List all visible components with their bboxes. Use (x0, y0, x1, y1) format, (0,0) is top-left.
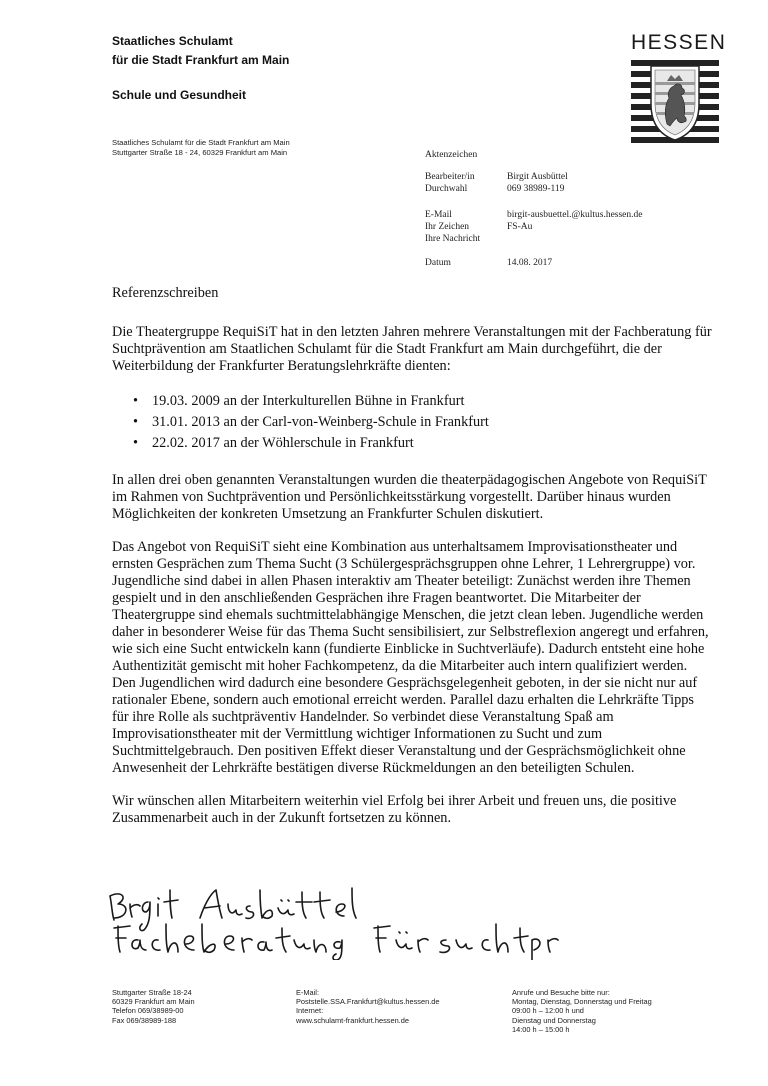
footer-hours-time2: 14:00 h – 15:00 h (512, 1024, 570, 1034)
authority-name-line2: für die Stadt Frankfurt am Main (112, 53, 290, 67)
return-address-line1: Staatliches Schulamt für die Stadt Frankfurt am Main (112, 138, 290, 147)
datum-value: 14.08. 2017 (507, 258, 553, 268)
letter-subject: Referenzschreiben (112, 285, 219, 301)
concept-paragraph: Das Angebot von RequiSiT sieht eine Kombination aus unterhaltsamem Improvisationstheater und ernsten Gesprächen zum Thema Sucht (3 Schülergesprächsgruppen ohne Lehrer, 1 Lehrergruppe) vor. Jugendliche sind dabei in allen Phasen interaktiv am Theater beteiligt: Zunächst werden ihre Themen gespielt und in den anschließenden Gesprächen ihre Fragen beantwortet. Die Mitarbeiter der Theatergruppe sind ehemals suchtmittelabhängige Menschen, die jetzt clean leben. Jugendliche werden daher in besonderer Weise für das Thema Sucht sensibilisiert, zur Selbstreflexion angeregt und erfahren, wie sich eine Sucht entwickeln kann (fundierte Einblicke in Suchtverläufe). Dadurch entsteht eine hohe Authentizität gemischt mit hoher Fachkompetenz, da die Mitarbeiter auch intern qualifiziert werden. Den Jugendlichen wird dadurch eine besondere Gesprächsgelegenheit geboten, in der sie nicht nur auf rationaler Ebene, sondern auch emotional erreicht werden. Parallel dazu erhalten die Lehrkräfte Tipps für ihre Rolle als suchtpräventiv Handelnder. So verbindet diese Veranstaltung Spaß am Improvisationstheater mit der Vermittlung wichtiger Informationen zu Sucht und zum Suchtmittelgebrauch. Den positiven Effekt dieser Veranstaltung und der Gesprächsmöglichkeit ohne Anwesenheit der Lehrkräfte bestätigen diverse Rückmeldungen an den beteiligten Schulen. (112, 539, 709, 776)
ihre-nachricht-label: Ihre Nachricht (425, 234, 481, 244)
durchwahl-value: 069 38989-119 (507, 184, 565, 194)
footer-hours-heading: Anrufe und Besuche bitte nur: (512, 988, 610, 997)
handwritten-signature (100, 880, 570, 960)
event-item: • 19.03. 2009 an der Interkulturellen Bühne in Frankfurt (152, 391, 712, 412)
email-value: birgit-ausbuettel.@kultus.hessen.de (507, 210, 643, 220)
datum-label: Datum (425, 258, 451, 268)
footer-address (112, 988, 195, 1025)
event-list (112, 391, 712, 454)
event-item: • 22.02. 2017 an der Wöhlerschule in Frankfurt (152, 433, 712, 454)
bearbeiter-value: Birgit Ausbüttel (507, 172, 568, 182)
bearbeiter-label: Bearbeiter/in (425, 172, 475, 182)
footer-internet-label: Internet: (296, 1006, 324, 1016)
return-address-line2: Stuttgarter Straße 18 - 24, 60329 Frankfurt am Main (112, 148, 288, 157)
footer-email-link[interactable]: Poststelle.SSA.Frankfurt@kultus.hessen.de (296, 997, 440, 1007)
footer-contact (296, 988, 439, 1025)
durchwahl-label: Durchwahl (425, 184, 468, 194)
event-item: • 31.01. 2013 an der Carl-von-Weinberg-Schule in Frankfurt (152, 412, 712, 433)
footer-email-label: E-Mail: (296, 988, 319, 997)
footer-website-link[interactable]: www.schulamt-frankfurt.hessen.de (296, 1015, 409, 1025)
email-label: E-Mail (425, 210, 452, 220)
footer-hours-days2: Dienstag und Donnerstag (512, 1015, 596, 1025)
footer-hours-time1: 09:00 h – 12:00 h und (512, 1006, 584, 1016)
presentation-paragraph: In allen drei oben genannten Veranstaltungen wurden die theaterpädagogischen Angebote von RequiSiT im Rahmen von Suchtprävention und Persönlichkeitsstärkung vorgestellt. Darüber hinaus wurden Möglichkeiten der konkreten Umsetzung an Frankfurter Schulen diskutiert. (112, 472, 707, 522)
footer-street: Stuttgarter Straße 18-24 (112, 988, 192, 997)
ihr-zeichen-label: Ihr Zeichen (425, 222, 470, 232)
hessen-wordmark: HESSEN (631, 31, 727, 54)
intro-paragraph: Die Theatergruppe RequiSiT hat in den letzten Jahren mehrere Veranstaltungen mit der Fachberatung für Suchtprävention am Staatlichen Schulamt für die Stadt Frankfurt am Main durchgeführt, die der Weiterbildung der Frankfurter Beratungslehrkräfte dienten: (112, 324, 712, 374)
department-name: Schule und Gesundheit (112, 88, 247, 102)
closing-paragraph: Wir wünschen allen Mitarbeitern weiterhin viel Erfolg bei ihrer Arbeit und freuen uns, die positive Zusammenarbeit auch in der Zukunft fortsetzen zu können. (112, 793, 677, 826)
footer-office-hours (512, 988, 652, 1034)
ihr-zeichen-value: FS-Au (507, 222, 533, 232)
footer-hours-days1: Montag, Dienstag, Donnerstag und Freitag (512, 997, 652, 1007)
hessen-lion-coat-of-arms-icon (631, 60, 719, 144)
footer-city: 60329 Frankfurt am Main (112, 997, 195, 1007)
footer-phone: Telefon 069/38989-00 (112, 1006, 184, 1016)
footer-fax: Fax 069/38989-188 (112, 1015, 177, 1025)
authority-name-line1: Staatliches Schulamt (112, 34, 233, 48)
aktenzeichen-label: Aktenzeichen (425, 150, 478, 160)
letter-body (112, 285, 712, 843)
